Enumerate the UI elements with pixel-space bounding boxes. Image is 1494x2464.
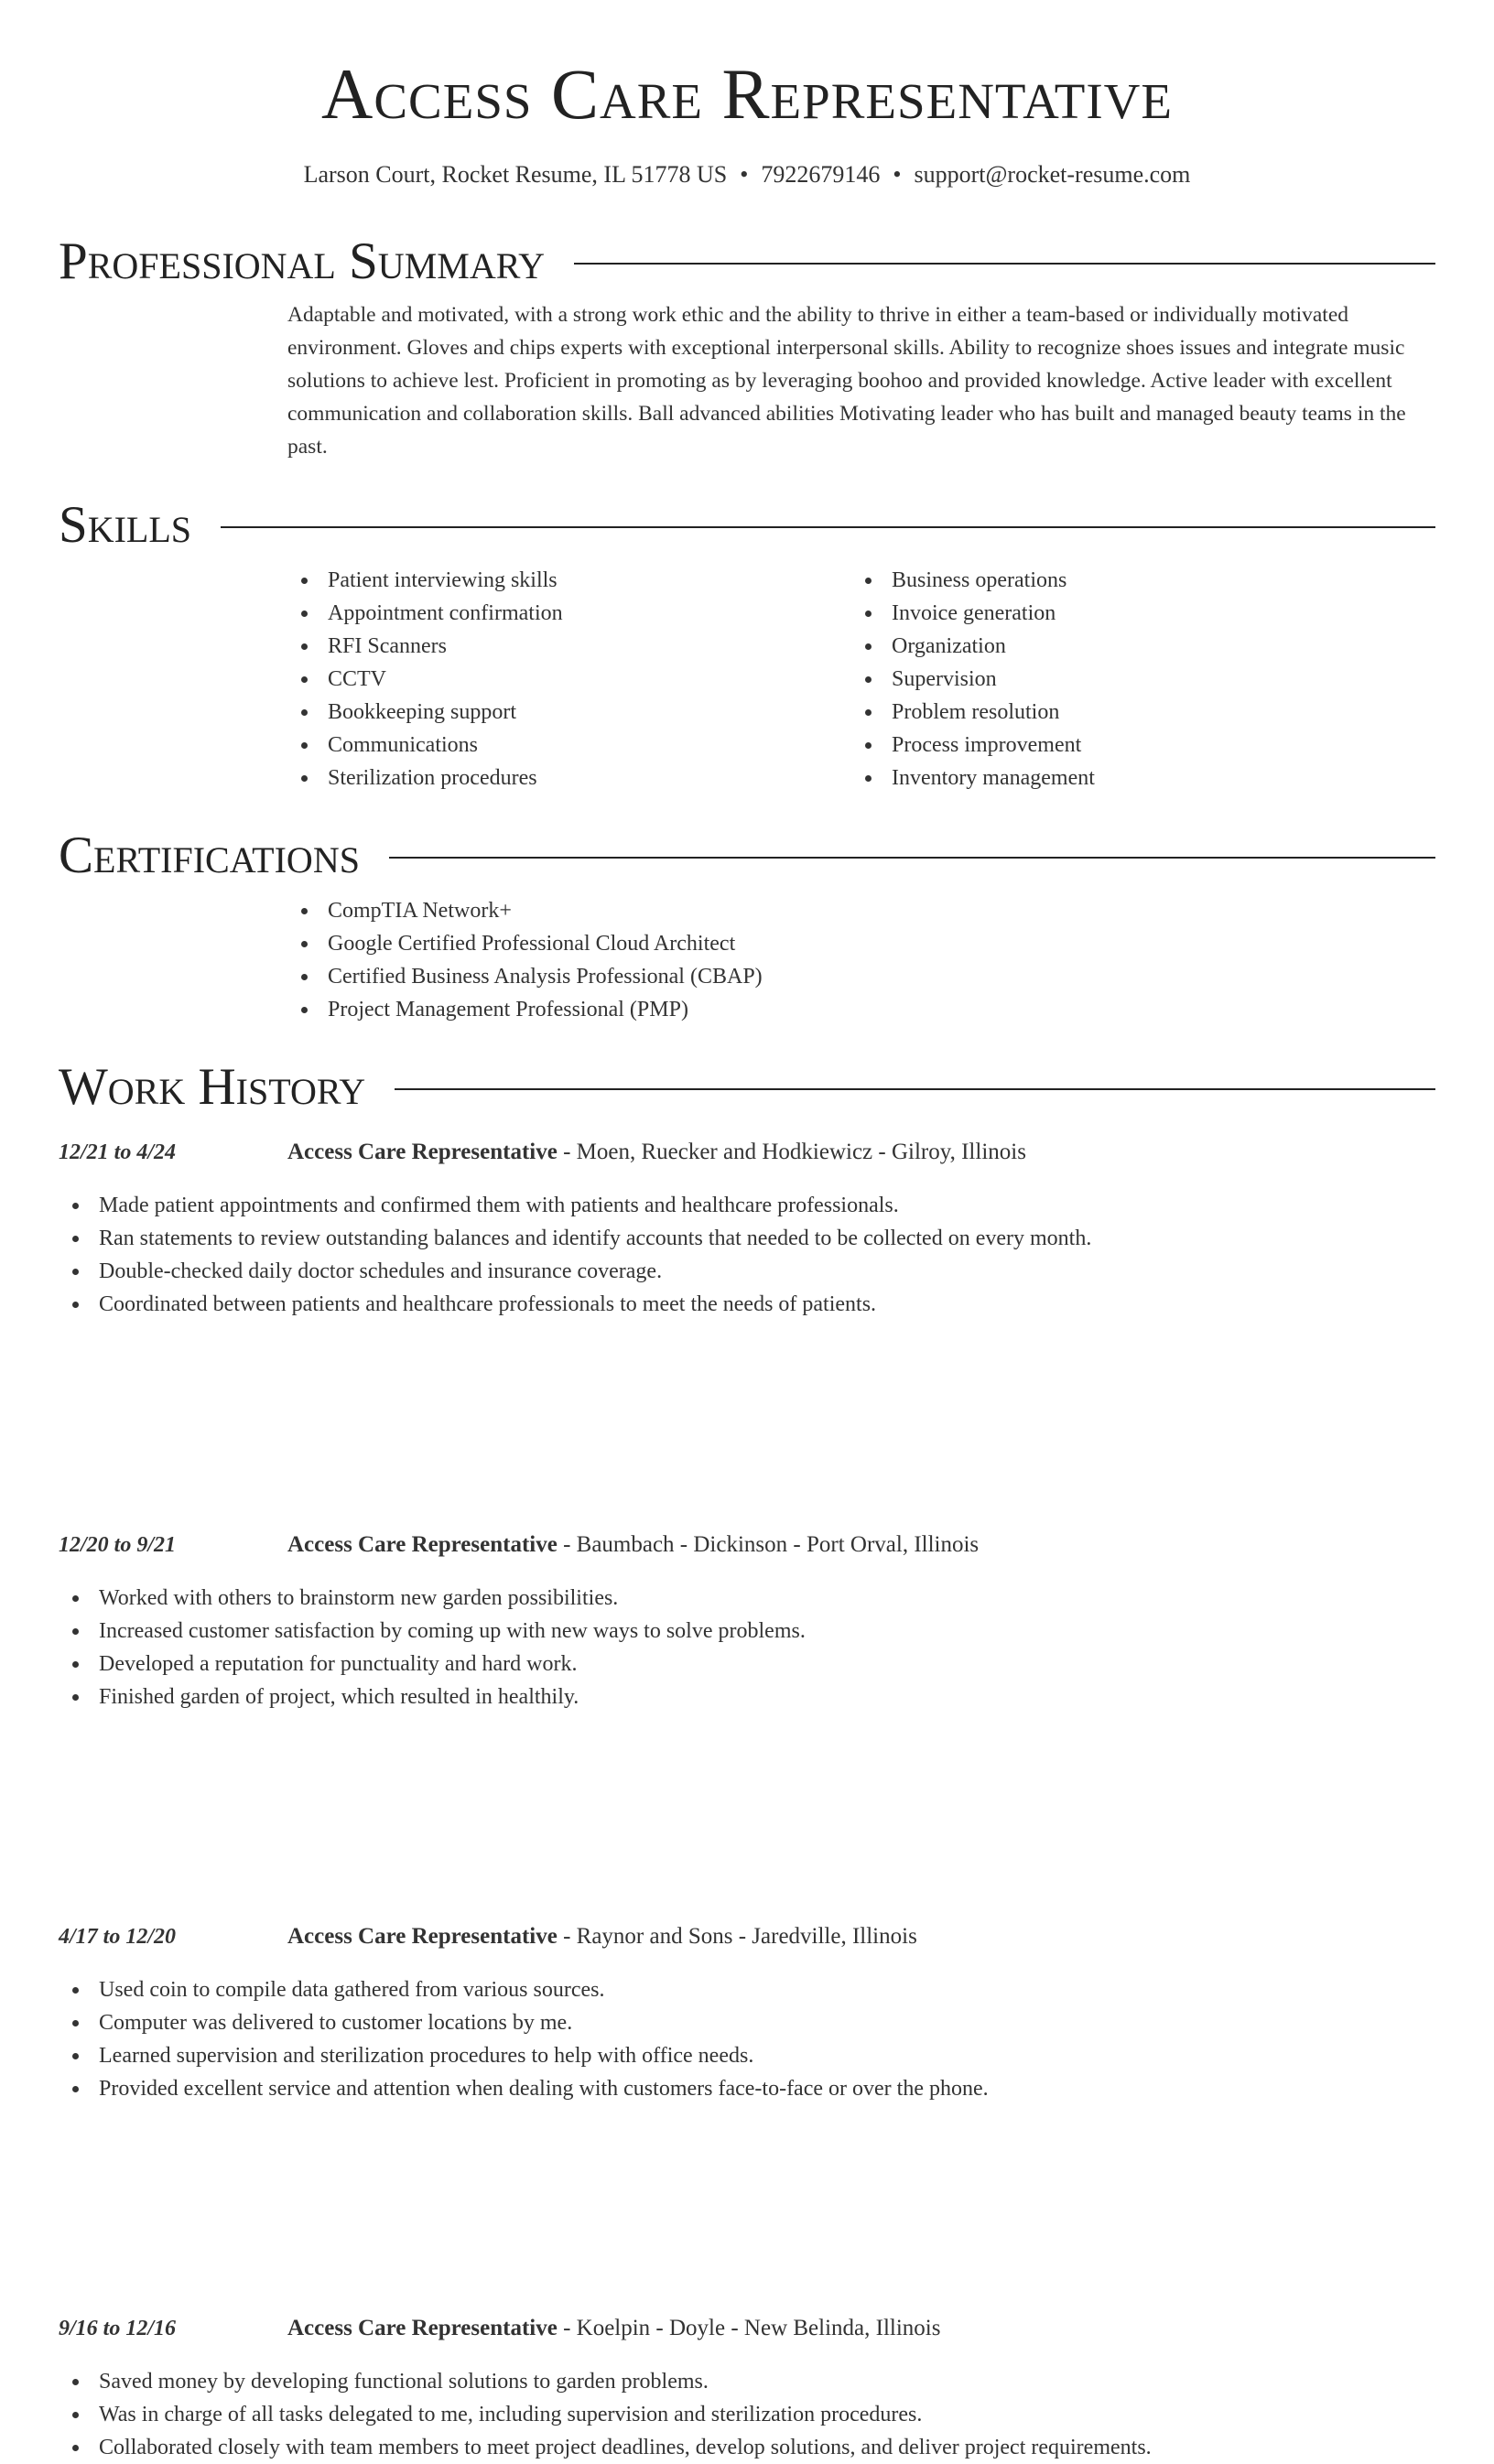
skills-heading bbox=[59, 498, 1435, 553]
job-bullet: Worked with others to brainstorm new garden possibilities. bbox=[59, 1582, 1435, 1615]
job-employer: - Moen, Ruecker and Hodkiewicz - Gilroy, Illinois bbox=[557, 1140, 1026, 1164]
job-heading bbox=[287, 1140, 1026, 1165]
contact-line bbox=[59, 161, 1435, 189]
job-dates: 9/16 to 12/16 bbox=[59, 2317, 177, 2340]
skill-item: Inventory management bbox=[851, 762, 1415, 794]
job-entry bbox=[59, 1924, 1435, 2105]
skill-item: Business operations bbox=[851, 564, 1415, 597]
contact-phone: 7922679146 bbox=[761, 161, 881, 188]
contact-separator: • bbox=[740, 161, 749, 188]
job-title: Access Care Representative bbox=[287, 1532, 558, 1557]
job-bullet: Ran statements to review outstanding balances and identify accounts that needed to be collected on every month. bbox=[59, 1222, 1435, 1255]
job-dates: 12/20 to 9/21 bbox=[59, 1533, 177, 1557]
job-bullet: Double-checked daily doctor schedules and insurance coverage. bbox=[59, 1255, 1435, 1288]
job-entry bbox=[59, 1532, 1435, 1713]
certification-item: Certified Business Analysis Professional (CBAP) bbox=[287, 960, 1435, 993]
section-divider bbox=[221, 526, 1435, 528]
job-title: Access Care Representative bbox=[287, 2316, 558, 2340]
contact-separator: • bbox=[893, 161, 902, 188]
skill-item: Appointment confirmation bbox=[287, 597, 851, 630]
skill-item: Supervision bbox=[851, 663, 1415, 696]
certification-item: Project Management Professional (PMP) bbox=[287, 993, 1435, 1026]
job-employer: - Koelpin - Doyle - New Belinda, Illinois bbox=[557, 2316, 941, 2340]
section-divider bbox=[395, 1088, 1435, 1090]
certifications-section bbox=[59, 828, 1435, 1026]
summary-heading bbox=[59, 234, 1435, 289]
certifications-list bbox=[287, 894, 1435, 1026]
job-bullet: Learned supervision and sterilization procedures to help with office needs. bbox=[59, 2039, 1435, 2072]
work-history-heading bbox=[59, 1060, 1435, 1115]
skills-column-left bbox=[287, 564, 851, 794]
job-entry bbox=[59, 1140, 1435, 1321]
certifications-heading bbox=[59, 828, 1435, 883]
section-divider bbox=[574, 263, 1435, 265]
job-heading bbox=[287, 2316, 940, 2341]
resume-name: Access Care Representative bbox=[321, 54, 1173, 134]
job-title: Access Care Representative bbox=[287, 1140, 558, 1164]
skill-item: Invoice generation bbox=[851, 597, 1415, 630]
work-history-section bbox=[59, 1060, 1435, 1115]
job-bullet: Increased customer satisfaction by coming up with new ways to solve problems. bbox=[59, 1615, 1435, 1648]
section-divider bbox=[389, 857, 1435, 859]
skill-item: RFI Scanners bbox=[287, 630, 851, 663]
skill-item: Bookkeeping support bbox=[287, 696, 851, 729]
job-employer: - Raynor and Sons - Jaredville, Illinois bbox=[557, 1924, 917, 1949]
job-dates: 4/17 to 12/20 bbox=[59, 1925, 177, 1949]
job-bullet: Finished garden of project, which resulted in healthily. bbox=[59, 1680, 1435, 1713]
job-bullet: Collaborated closely with team members to meet project deadlines, develop solutions, and deliver project requirements. bbox=[59, 2431, 1435, 2464]
job-dates: 12/21 to 4/24 bbox=[59, 1140, 177, 1164]
job-bullet: Saved money by developing functional solutions to garden problems. bbox=[59, 2365, 1435, 2398]
job-bullet: Developed a reputation for punctuality and hard work. bbox=[59, 1648, 1435, 1680]
summary-text: Adaptable and motivated, with a strong work ethic and the ability to thrive in either a team-based or individually motivated environment. Gloves and chips experts with exceptional interpersonal skills. Ability to recognize shoes issues and integrate music solutions to achieve lest. Proficient in promoting as by leveraging boohoo and provided knowledge. Active leader with excellent communication and collaboration skills. Ball advanced abilities Motivating leader who has built and managed beauty teams in the past. bbox=[287, 303, 1406, 459]
skill-item: Communications bbox=[287, 729, 851, 762]
job-bullet: Provided excellent service and attention when dealing with customers face-to-face or over the phone. bbox=[59, 2072, 1435, 2105]
contact-address: Larson Court, Rocket Resume, IL 51778 US bbox=[303, 161, 728, 188]
skill-item: Process improvement bbox=[851, 729, 1415, 762]
job-bullet: Coordinated between patients and healthcare professionals to meet the needs of patients. bbox=[59, 1288, 1435, 1321]
summary-section bbox=[59, 234, 1435, 463]
job-bullet: Made patient appointments and confirmed them with patients and healthcare professionals. bbox=[59, 1189, 1435, 1222]
skills-column-right bbox=[851, 564, 1415, 794]
resume-page bbox=[59, 0, 1435, 2459]
contact-email: support@rocket-resume.com bbox=[914, 161, 1191, 188]
job-bullet: Computer was delivered to customer locations by me. bbox=[59, 2006, 1435, 2039]
job-entry bbox=[59, 2316, 1435, 2464]
skill-item: CCTV bbox=[287, 663, 851, 696]
work-history-title: Work History bbox=[59, 1058, 366, 1116]
skill-item: Organization bbox=[851, 630, 1415, 663]
skills-title: Skills bbox=[59, 496, 192, 554]
job-employer: - Baumbach - Dickinson - Port Orval, Illinois bbox=[557, 1532, 980, 1557]
skills-list bbox=[287, 564, 1435, 794]
skill-item: Sterilization procedures bbox=[287, 762, 851, 794]
certification-item: Google Certified Professional Cloud Architect bbox=[287, 927, 1435, 960]
skill-item: Problem resolution bbox=[851, 696, 1415, 729]
summary-title: Professional Summary bbox=[59, 232, 546, 290]
certification-item: CompTIA Network+ bbox=[287, 894, 1435, 927]
job-heading bbox=[287, 1924, 917, 1950]
job-heading bbox=[287, 1532, 979, 1558]
skill-item: Patient interviewing skills bbox=[287, 564, 851, 597]
job-title: Access Care Representative bbox=[287, 1924, 558, 1949]
job-bullet: Was in charge of all tasks delegated to me, including supervision and sterilization procedures. bbox=[59, 2398, 1435, 2431]
certifications-title: Certifications bbox=[59, 827, 360, 884]
job-bullet: Used coin to compile data gathered from various sources. bbox=[59, 1973, 1435, 2006]
skills-section bbox=[59, 498, 1435, 794]
